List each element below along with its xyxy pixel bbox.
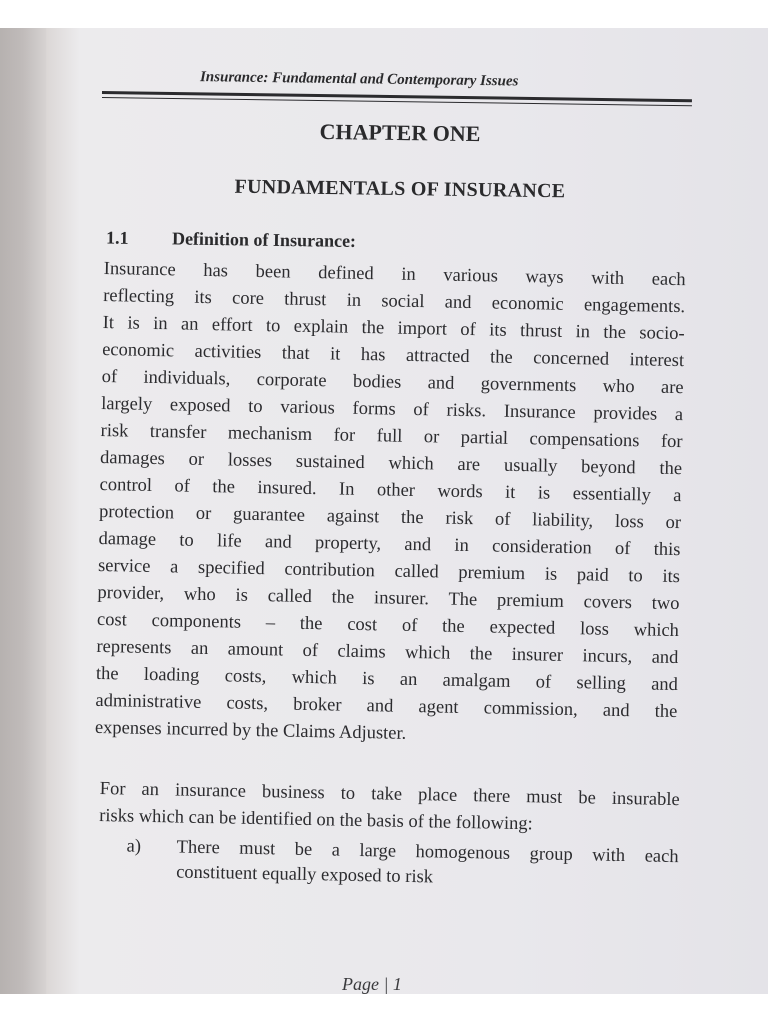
text-line: It is in an effort to explain the import of its thrust in the socio-	[102, 312, 685, 345]
text-line: provider, who is called the insurer. The premium covers two	[97, 582, 680, 615]
text-line: represents an amount of claims which the insurer incurs, and	[96, 636, 679, 669]
text-line: control of the insured. In other words it is essentially a	[99, 474, 682, 507]
section-number: 1.1	[105, 227, 129, 248]
list-item	[98, 834, 679, 895]
section-heading	[106, 228, 606, 256]
chapter-heading: CHAPTER ONE	[319, 118, 481, 147]
text-line: For an insurance business to take place there must be insurable	[99, 778, 680, 811]
book-spine-shadow	[0, 28, 46, 994]
running-head: Insurance: Fundamental and Contemporary Issues	[199, 69, 519, 90]
text-line: protection or guarantee against the risk of liability, loss or	[98, 501, 682, 534]
paragraph-insurable-risks	[98, 776, 680, 895]
text-line: There must be a large homogenous group with each	[176, 837, 679, 868]
page-number: Page | 1	[342, 974, 402, 994]
text-line: of individuals, corporate bodies and governments who are	[101, 366, 684, 399]
text-line: Insurance has been defined in various ways with each	[103, 258, 686, 291]
section-title: Definition of Insurance:	[171, 228, 357, 251]
text-line: expenses incurred by the Claims Adjuster.	[94, 717, 407, 744]
text-line: largely exposed to various forms of risks. Insurance provides a	[100, 393, 684, 426]
text-line: damages or losses sustained which are usually beyond the	[99, 447, 683, 480]
list-item-text	[176, 835, 679, 895]
chapter-title: FUNDAMENTALS OF INSURANCE	[234, 175, 566, 203]
paragraph-definition	[95, 256, 686, 753]
text-line: service a specified contribution called premium is paid to its	[97, 555, 681, 588]
list-marker: a)	[126, 836, 142, 857]
text-line: damage to life and property, and in consideration of this	[98, 528, 681, 561]
book-page	[0, 28, 768, 994]
text-line: constituent equally exposed to risk	[175, 862, 434, 888]
text-line: administrative costs, broker and agent commission, and the	[95, 690, 678, 723]
text-line: reflecting its core thrust in social and economic engagements.	[103, 285, 686, 318]
text-line: risks which can be identified on the basis of the following:	[99, 805, 533, 835]
text-line: cost components – the cost of the expected loss which	[96, 609, 680, 642]
text-line: economic activities that it has attracted the concerned interest	[102, 339, 685, 372]
text-line: risk transfer mechanism for full or partial compensations for	[100, 420, 683, 453]
text-line: the loading costs, which is an amalgam of selling and	[95, 663, 679, 696]
